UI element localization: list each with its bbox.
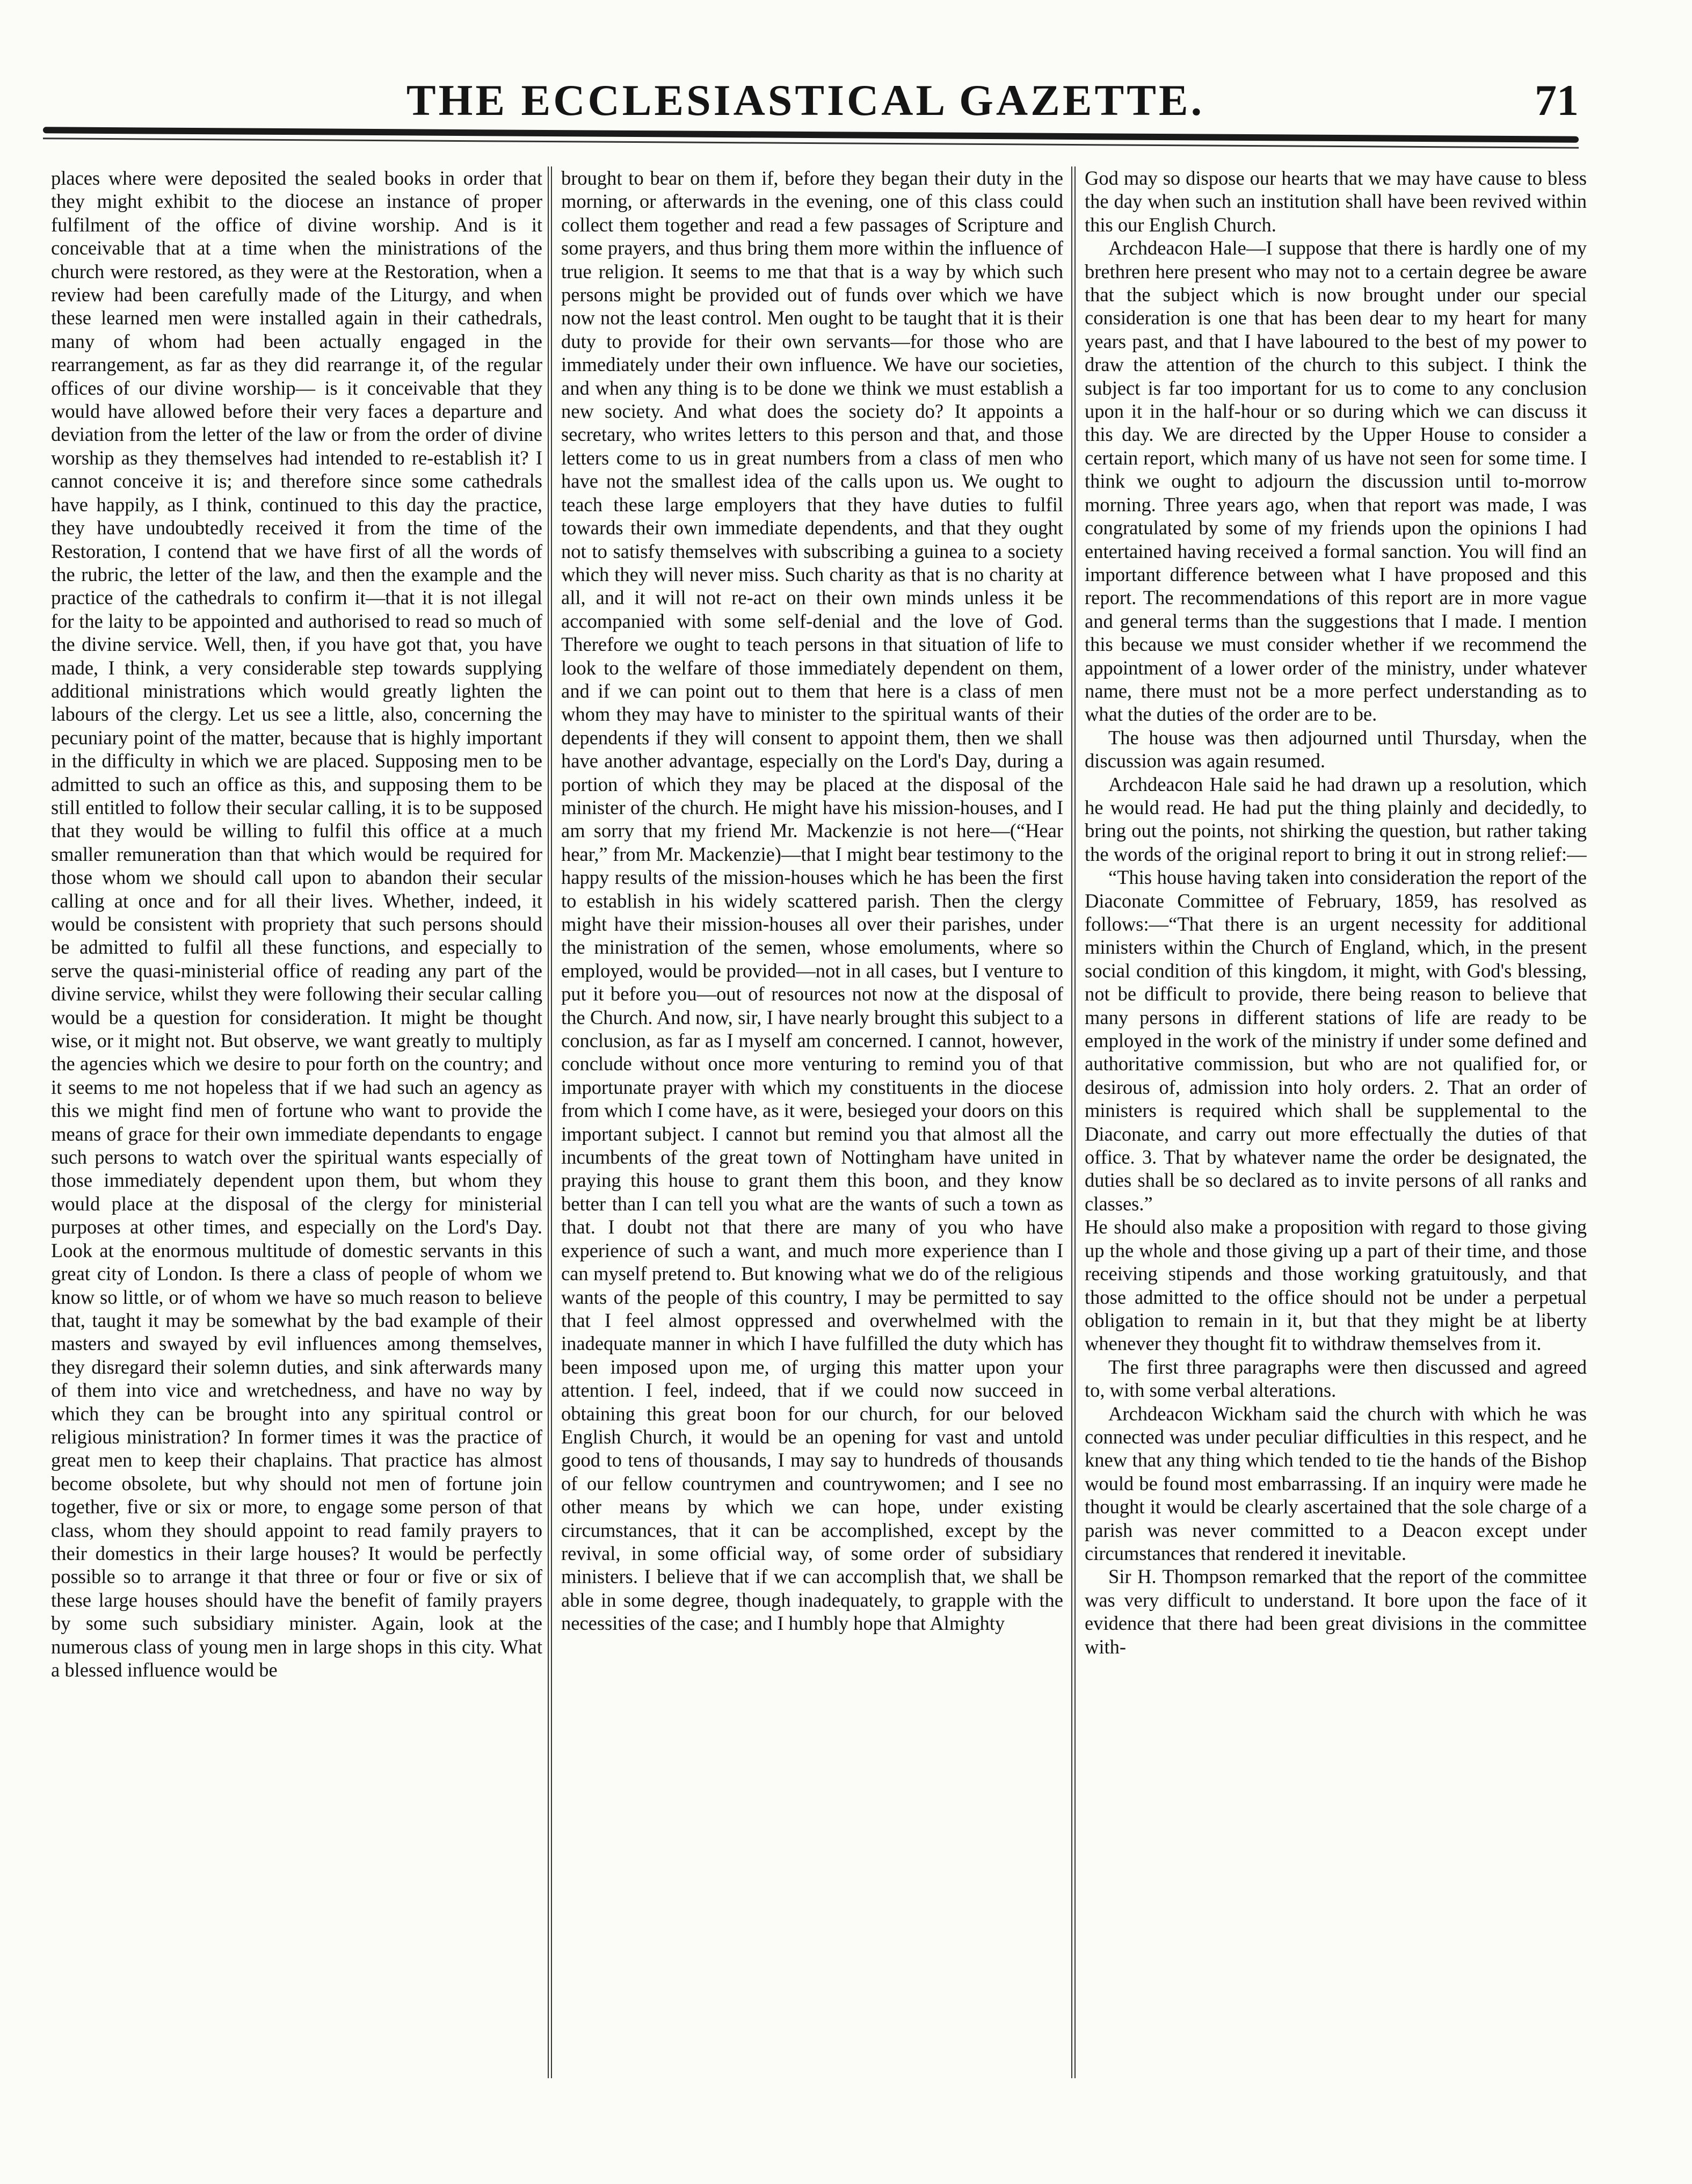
paragraph: places where were deposited the sealed books in order that they might exhibit to the diocese an instance of proper fulfilment of the office of divine worship. And is it conceivable that at a time when the ministrations of the church were restored, as they were at the Restoration, when a review had been carefully made of the Liturgy, and when these learned men were installed again in their cathedrals, many of whom had been actually engaged in the rearrangement, as far as they did rearrange it, of the regular offices of our divine worship— is it conceivable that they would have allowed before their very faces a departure and deviation from the letter of the law or from the order of divine worship as they themselves had intended to re-establish it? I cannot conceive it is; and therefore since some cathedrals have happily, as I think, continued to this day the practice, they have undoubtedly received it from the time of the Restoration, I contend that we have first of all the words of the rubric, the letter of the law, and then the example and the practice of the cathedrals to confirm it—that it is not illegal for the laity to be appointed and authorised to read so much of the divine service. Well, then, if you have got that, you have made, I think, a very considerable step towards supplying additional ministrations which would greatly lighten the labours of the clergy. Let us see a little, also, concerning the pecuniary point of the matter, because that is highly important in the difficulty in which we are placed. Supposing men to be admitted to such an office as this, and supposing them to be still entitled to follow their secular calling, it is to be supposed that they would be willing to fulfil this office at a much smaller remuneration than that which would be required for those whom we should call upon to abandon their secular calling at once and for all their lives. Whether, indeed, it would be consistent with propriety that such persons should be admitted to fulfil all these functions, and especially to serve the quasi-ministerial office of reading any part of the divine service, whilst they were following their secular calling would be a question for consideration. It might be thought wise, or it might not. But observe, we want greatly to multiply the agencies which we desire to pour forth on the country; and it seems to me not hopeless that if we had such an agency as this we might find men of fortune who want to provide the means of grace for their own immediate dependants to engage such persons to watch over the spiritual wants especially of those immediately dependent upon them, but whom they would place at the disposal of the clergy for ministerial purposes at other times, and especially on the Lord's Day. Look at the enormous multitude of domestic servants in this great city of London. Is there a class of people of whom we know so little, or of whom we have so much reason to believe that, taught it may be somewhat by the bad example of their masters and swayed by evil influences among themselves, they disregard their solemn duties, and sink afterwards many of them into vice and wretchedness, and have no way by which they can be brought into any spiritual control or religious ministration? In former times it was the practice of great men to keep their chaplains. That practice has almost become obsolete, but why should not men of fortune join together, five or six or more, to engage some person of that class, whom they should appoint to read family prayers to their domestics in their large houses? It would be perfectly possible so to arrange it that three or four or five or six of these large houses should have the benefit of family prayers by some such subsidiary minister. Again, look at the numerous class of young men in large shops in this city. What a blessed influence would be [51,167,542,1681]
page-number: 71 [1535,76,1579,125]
paragraph: Archdeacon Hale—I suppose that there is hardly one of my brethren here present who may not to a certain degree be aware that the subject which is now brought under our special consideration is one that has been dear to my heart for many years past, and that I have laboured to the best of my power to draw the attention of the church to this subject. I think the subject is far too important for us to come to any conclusion upon it in the half-hour or so during which we can discuss it this day. We are directed by the Upper House to consider a certain report, which many of us have not seen for some time. I think we ought to adjourn the discussion until to-morrow morning. Three years ago, when that report was made, I was congratulated by some of my friends upon the opinions I had entertained having received a formal sanction. You will find an important difference between what I have proposed and this report. The recommendations of this report are in more vague and general terms than the suggestions that I made. I mention this because we must consider whether if we recommend the appointment of a lower order of the ministry, under whatever name, there must not be a more perfect understanding as to what the duties of the order are to be. [1085,237,1587,725]
paragraph: brought to bear on them if, before they began their duty in the morning, or afterwards in the evening, one of this class could collect them together and read a few passages of Scripture and some prayers, and thus bring them more within the influence of true religion. It seems to me that that is a way by which such persons might be provided out of funds over which we have now not the least control. Men ought to be taught that it is their duty to provide for their own servants—for those who are immediately under their own influence. We have our societies, and when any thing is to be done we think we must establish a new society. And what does the society do? It appoints a secretary, who writes letters to this person and that, and those letters come to us in great numbers from a class of men who have not the smallest idea of the calls upon us. We ought to teach these large employers that they have duties to fulfil towards their own immediate dependents, and that they ought not to satisfy themselves with subscribing a guinea to a society which they will never miss. Such charity as that is no charity at all, and it will not re-act on their own minds unless it be accompanied with some self-denial and the love of God. Therefore we ought to teach persons in that situation of life to look to the welfare of those immediately dependent on them, and if we can point out to them that here is a class of men whom they may have to minister to the spiritual wants of their dependents if they will consent to appoint them, then we shall have another advantage, especially on the Lord's Day, during a portion of which they may be placed at the disposal of the minister of the church. He might have his mission-houses, and I am sorry that my friend Mr. Mackenzie is not here—(“Hear hear,” from Mr. Mackenzie)—that I might bear testimony to the happy results of the mission-houses which he has been the first to establish in his widely scattered parish. Then the clergy might have their mission-houses all over their parishes, under the ministration of the semen, whose emoluments, where so employed, would be provided—not in all cases, but I venture to put it before you—out of resources not now at the disposal of the Church. And now, sir, I have nearly brought this subject to a conclusion, as far as I myself am concerned. I cannot, however, conclude without once more venturing to remind you of that importunate prayer with which my constituents in the diocese from which I come have, as it were, besieged your doors on this important subject. I cannot but remind you that almost all the incumbents of the great town of Nottingham have united in praying this house to grant them this boon, and they know better than I can tell you what are the wants of such a town as that. I doubt not that there are many of you who have experience of such a want, and much more experience than I can myself pretend to. But knowing what we do of the religious wants of the people of this country, I may be permitted to say that I feel almost oppressed and overwhelmed with the inadequate manner in which I have fulfilled the duty which has been imposed upon me, of urging this matter upon your attention. I feel, indeed, that if we could now succeed in obtaining this great boon for our church, for our beloved English Church, it would be an opening for vast and untold good to tens of thousands, I may say to hundreds of thousands of our fellow countrymen and countrywomen; and I see no other means by which we can hope, under existing circumstances, that it can be accomplished, except by the revival, in some official way, of some order of subsidiary ministers. I believe that if we can accomplish that, we shall be able in some degree, though inadequately, to grapple with the necessities of the case; and I humbly hope that Almighty [561,167,1063,1635]
paragraph: He should also make a proposition with regard to those giving up the whole and those giving up a part of their time, and those receiving stipends and those working gratuitously, and that those admitted to the office should not be under a perpetual obligation to remain in it, but that they might be at liberty whenever they thought fit to withdraw themselves from it. [1085,1216,1587,1355]
resolution-quote: “This house having taken into consideration the report of the Diaconate Committee of February, 1859, has resolved as follows:—“That there is an urgent necessity for additional ministers within the Church of England, which, in the present social condition of this kingdom, it might, with God's blessing, not be difficult to provide, there being reason to believe that many persons in different stations of life are ready to be employed in the work of the ministry if under some defined and authoritative commission, but who are not qualified for, or desirous of, admission into holy orders. 2. That an order of ministers is required which shall be supplemental to the Diaconate, and carry out more effectually the duties of that office. 3. That by whatever name the order be designated, the duties shall be so declared as to invite persons of all ranks and classes.” [1085,866,1587,1215]
publication-title: THE ECCLESIASTICAL GAZETTE. [406,76,1205,125]
column-3 [1085,166,1587,2067]
paragraph: The house was then adjourned until Thursday, when the discussion was again resumed. [1085,726,1587,772]
paragraph: The first three paragraphs were then discussed and agreed to, with some verbal alterations. [1085,1355,1587,1402]
paragraph: Archdeacon Hale said he had drawn up a resolution, which he would read. He had put the thing plainly and decidedly, to bring out the points, not shirking the question, but rather taking the words of the original report to bring it out in strong relief:— [1085,773,1587,865]
column-divider [1071,166,1076,2078]
column-1 [51,166,542,2067]
column-divider [548,166,552,2078]
column-2 [561,166,1063,2067]
paragraph: Sir H. Thompson remarked that the report of the committee was very difficult to understand. It bore upon the face of it evidence that there had been great divisions in the committee with- [1085,1565,1587,1658]
paragraph: Archdeacon Wickham said the church with which he was connected was under peculiar difficulties in this respect, and he knew that any thing which tended to tie the hands of the Bishop would be found most embarrassing. If an inquiry were made he thought it would be clearly ascertained that the sole charge of a parish was never committed to a Deacon except under circumstances that rendered it inevitable. [1085,1402,1587,1564]
paragraph: God may so dispose our hearts that we may have cause to bless the day when such an institution shall have been revived within this our English Church. [1085,167,1587,236]
